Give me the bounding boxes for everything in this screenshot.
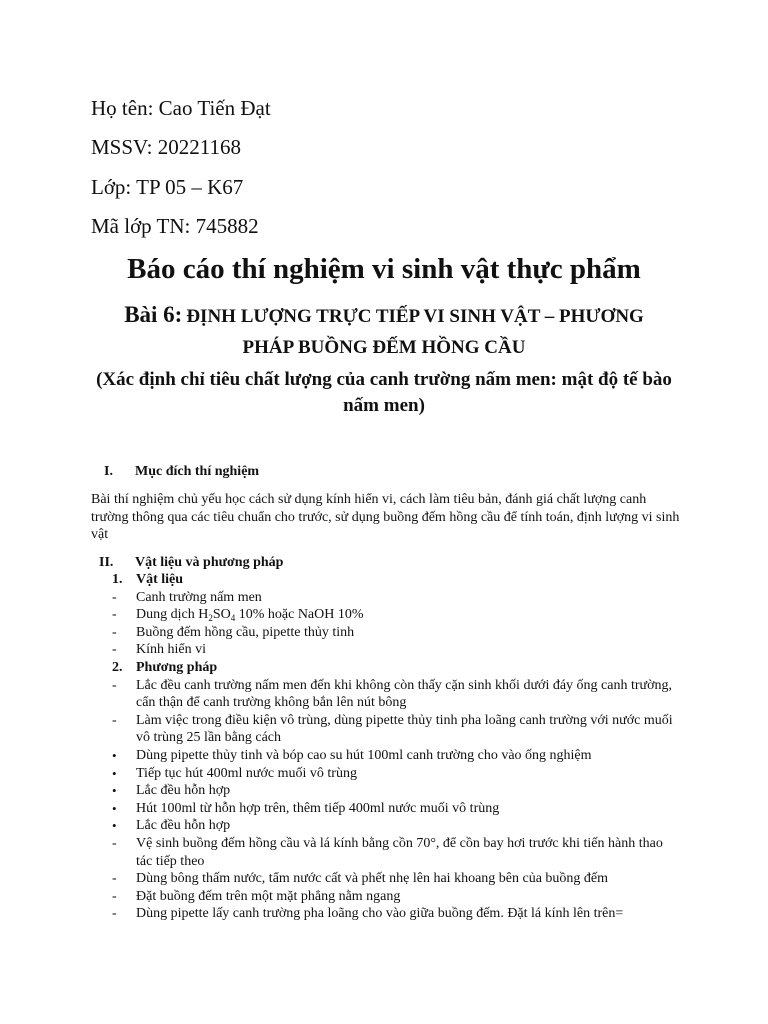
lesson-label: Bài 6:: [124, 302, 183, 327]
subsection-2-title: Phương pháp: [136, 659, 218, 675]
list-item: - Làm việc trong điều kiện vô trùng, dùng pipette thủy tinh pha loãng canh trường với nước muối vô trùng 25 lần bằng cách: [112, 712, 673, 746]
section-2-title: Vật liệu và phương pháp: [135, 555, 284, 570]
student-class: Lớp: TP 05 – K67: [91, 175, 244, 199]
list-item: - Dung dịch $H_2SO_4$ 10% hoặc NaOH 10%: [112, 607, 364, 624]
list-item: - Buồng đếm hồng cầu, pipette thủy tinh: [112, 624, 355, 640]
list-item: • Tiếp tục hút 400ml nước muối vô trùng: [112, 765, 357, 781]
list-item: - Kính hiển vi: [112, 642, 206, 658]
section-1-paragraph: Bài thí nghiệm chủ yếu học cách sử dụng kính hiển vi, cách làm tiêu bản, đánh giá chất lượng canh trường thông qua các tiêu chuẩn cho trước, sử dụng buồng đếm hồng cầu để tính toán, định lượng vi sinh vật: [91, 492, 680, 542]
section-2-number: II.: [99, 555, 114, 570]
list-item: • Dùng pipette thủy tinh và bóp cao su hút 100ml canh trường cho vào ống nghiệm: [112, 747, 592, 763]
list-item: • Lắc đều hỗn hợp: [112, 783, 231, 799]
list-item: - Đặt buồng đếm trên một mặt phẳng nằm ngang: [112, 888, 401, 904]
list-item: - Dùng pipette lấy canh trường pha loãng cho vào giữa buồng đếm. Đặt lá kính lên trên=: [112, 906, 624, 922]
lab-class-code: Mã lớp TN: 745882: [91, 214, 259, 238]
subsection-2-number: 2.: [112, 659, 123, 675]
list-item: - Dùng bông thấm nước, tẩm nước cất và phết nhẹ lên hai khoang bên của buồng đếm: [112, 871, 609, 887]
list-item: • Lắc đều hỗn hợp: [112, 818, 231, 834]
report-title: Báo cáo thí nghiệm vi sinh vật thực phẩm: [127, 253, 641, 285]
objective-note: (Xác định chỉ tiêu chất lượng của canh trường nấm men: mật độ tế bào nấm men): [96, 369, 672, 416]
lesson-title: ĐỊNH LƯỢNG TRỰC TIẾP VI SINH VẬT – PHƯƠNG PHÁP BUỒNG ĐẾM HỒNG CẦU: [186, 306, 644, 358]
subsection-materials: [112, 571, 682, 589]
materials-methods-list: [112, 571, 682, 923]
section-1-number: I.: [104, 464, 113, 479]
list-item: - Vệ sinh buồng đếm hồng cầu và lá kính bằng cồn 70°, để cồn bay hơi trước khi tiến hành thao tác tiếp theo: [112, 835, 663, 869]
student-name: Họ tên: Cao Tiến Đạt: [91, 96, 271, 120]
lesson-heading: [100, 300, 668, 364]
subsection-1-number: 1.: [112, 572, 123, 587]
list-item: • Hút 100ml từ hỗn hợp trên, thêm tiếp 400ml nước muối vô trùng: [112, 800, 500, 816]
list-item: - Lắc đều canh trường nấm men đến khi không còn thấy cặn sinh khối dưới đáy ống canh trường, cẩn thận để canh trường không bắn lên nút bông: [112, 677, 673, 711]
subsection-methods: [112, 659, 682, 677]
student-id: MSSV: 20221168: [91, 135, 241, 159]
section-1-title: Mục đích thí nghiệm: [135, 464, 260, 479]
reagent-text: Dung dịch $H_2SO_4$ 10% hoặc NaOH 10%: [136, 607, 364, 624]
list-item: - Canh trường nấm men: [112, 589, 262, 605]
subsection-1-title: Vật liệu: [136, 572, 184, 587]
